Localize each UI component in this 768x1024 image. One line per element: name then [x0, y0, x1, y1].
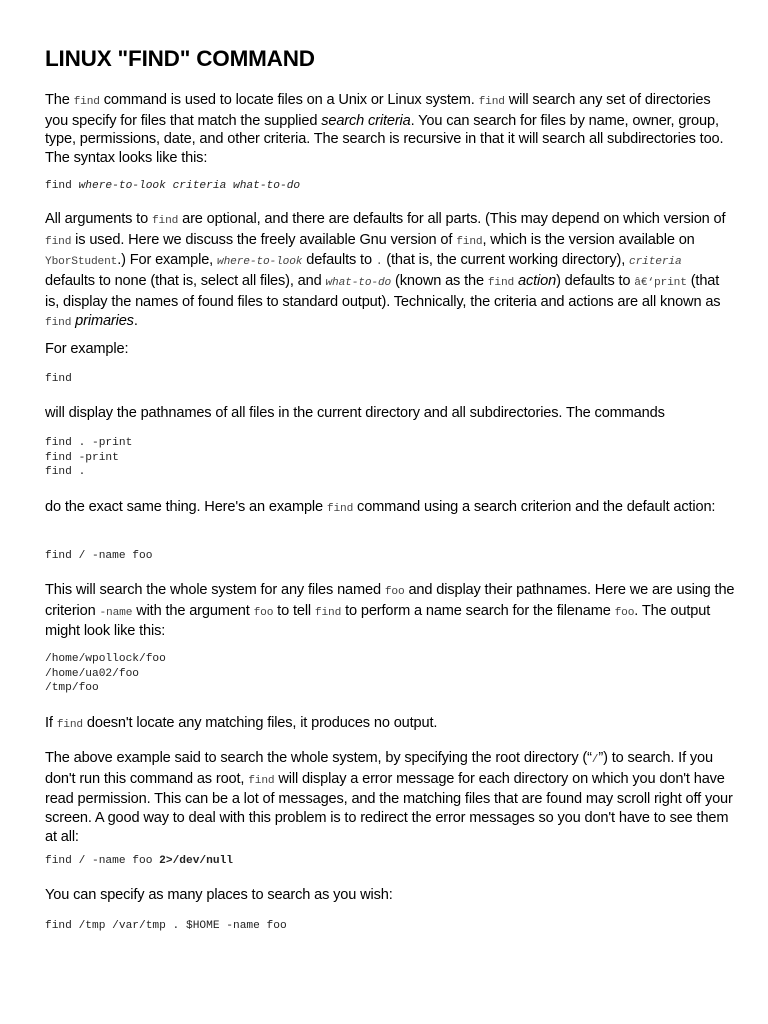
inline-code: YborStudent [45, 256, 118, 269]
code-command: find / -name foo [45, 855, 160, 867]
inline-code: what-to-do [325, 277, 392, 290]
inline-code: / [591, 754, 599, 766]
inline-code: find [151, 215, 179, 227]
inline-code: find [45, 235, 72, 248]
text: will display a error message for each directory on which you don't have read permission. This can be a lot of messages, and the matching files that are found may scroll right off your screen. A good way to deal with this problem is to redirect the error messages so you don't have to see them at all: [45, 770, 733, 845]
text: do the exact same thing. Here's an example [45, 499, 327, 515]
code-redirect: 2>/dev/null [159, 855, 233, 867]
code-block-commands: find . -print find -print find . [45, 437, 133, 479]
text: ”) to search. If you don't run this command as root, [45, 750, 713, 787]
inline-code: find [326, 503, 354, 515]
inline-code: find [56, 719, 83, 731]
page-title: LINUX "FIND" COMMAND [45, 46, 315, 71]
text: This will search the whole system for any files named [45, 582, 385, 598]
text: .) For example, [117, 252, 217, 269]
inline-code: . [375, 256, 383, 269]
code-block-redirect [45, 854, 233, 869]
arguments-paragraph [45, 210, 735, 332]
example-intro: For example: [45, 341, 129, 357]
text: . The output might look like this: [45, 602, 711, 640]
syntax-code-block [45, 179, 300, 194]
search-explanation-paragraph [45, 581, 735, 641]
text: The above example said to search the whole system, by specifying the root directory (“ [45, 750, 592, 766]
code-block-name-search: find / -name foo [45, 550, 153, 562]
text: If [45, 715, 57, 731]
no-output-paragraph [45, 714, 735, 735]
code-block-output: /home/wpollock/foo /home/ua02/foo /tmp/foo [45, 653, 166, 695]
inline-code: find [478, 96, 505, 108]
text: . [133, 312, 138, 329]
inline-code: â€‘print [634, 277, 687, 290]
text: (known as the [391, 273, 488, 290]
text: All arguments to [45, 211, 152, 227]
emphasis: primaries [71, 312, 134, 329]
intro-paragraph [45, 91, 735, 168]
code-arguments: where-to-look criteria what-to-do [78, 180, 301, 192]
text: are optional, and there are defaults for all parts. (This may depend on which version of [178, 211, 726, 227]
inline-code: find [248, 774, 275, 787]
emphasis: action [514, 273, 557, 290]
text: . You can search for files by name, owner, group, type, permissions, date, and other criteria. The search is recursive in that it will search all subdirectories too. The syntax looks like this: [45, 112, 724, 167]
emphasis: search criteria [321, 112, 411, 129]
text: The [45, 92, 74, 108]
text: , which is the version available on [482, 231, 695, 248]
code-block-multiple-places: find /tmp /var/tmp . $HOME -name foo [45, 920, 287, 932]
text: will search any set of directories you specify for files that match the supplied [45, 92, 711, 129]
text: defaults to [302, 252, 376, 269]
text: defaults to none (that is, select all files), and [45, 273, 326, 290]
display-paragraph: will display the pathnames of all files in the current directory and all subdirectories. The commands [45, 405, 665, 421]
text: (that is, display the names of found files to standard output). Technically, the criteria and actions are all known as [45, 273, 721, 310]
inline-code: find [456, 235, 483, 248]
multiple-places-paragraph: You can specify as many places to search as you wish: [45, 887, 393, 903]
code-command: find [45, 180, 79, 192]
text: to tell [273, 602, 315, 619]
text: command using a search criterion and the default action: [353, 499, 716, 515]
text: is used. Here we discuss the freely available Gnu version of [71, 231, 457, 248]
inline-code: find [73, 96, 100, 108]
inline-code: -name [99, 606, 133, 619]
inline-code: foo [384, 586, 405, 598]
code-block-find: find [45, 373, 72, 385]
root-directory-paragraph [45, 749, 735, 847]
text: (that is, the current working directory), [382, 252, 630, 269]
inline-code: foo [614, 606, 635, 619]
text: doesn't locate any matching files, it produces no output. [82, 715, 438, 731]
inline-code: find [314, 606, 342, 619]
inline-code: find [487, 277, 515, 290]
text: ) defaults to [556, 273, 635, 290]
text: command is used to locate files on a Unix or Linux system. [99, 92, 479, 108]
text: with the argument [132, 602, 254, 619]
text: to perform a name search for the filename [341, 602, 615, 619]
inline-code: criteria [629, 256, 682, 269]
inline-code: find [45, 316, 72, 329]
inline-code: where-to-look [217, 256, 303, 269]
same-thing-paragraph [45, 498, 735, 519]
text: and display their pathnames. Here we are using the criterion [45, 582, 735, 619]
inline-code: foo [253, 606, 274, 619]
